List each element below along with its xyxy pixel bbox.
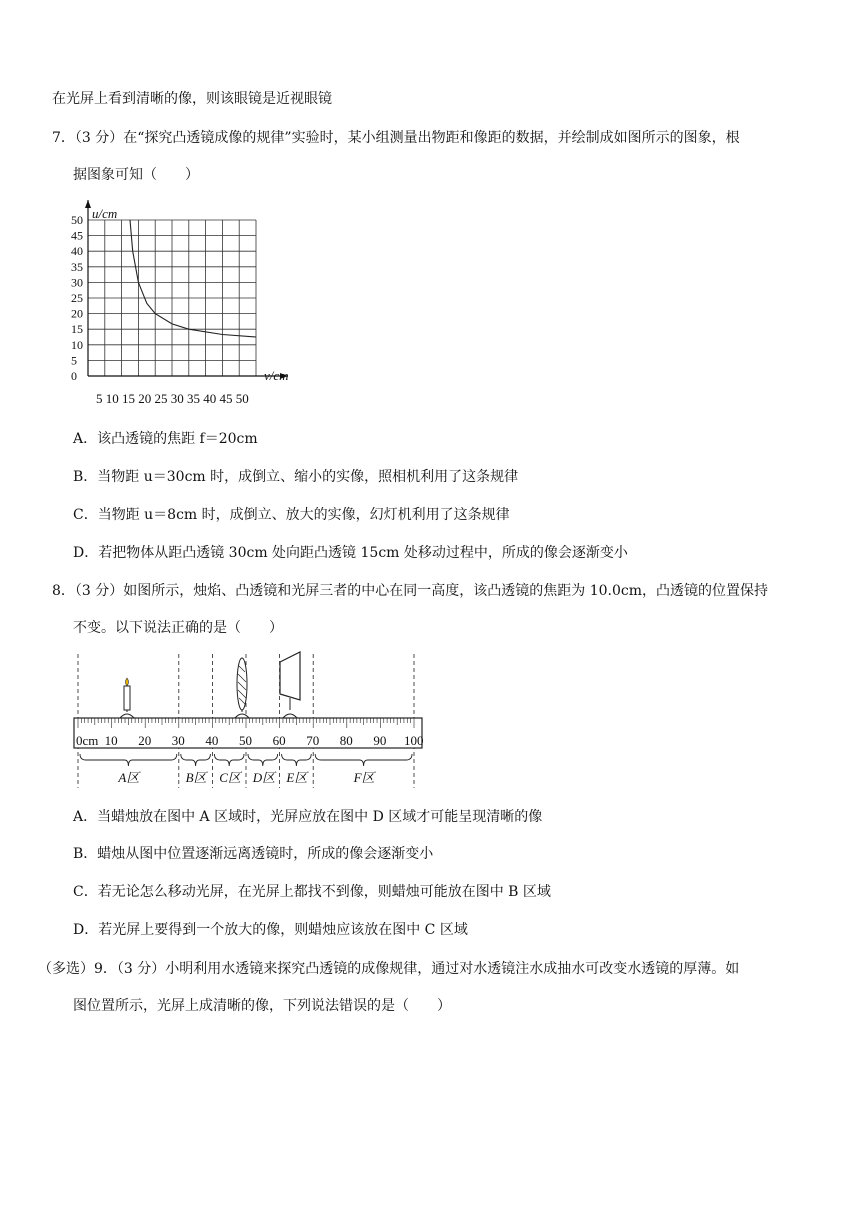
chart-grid bbox=[88, 220, 256, 376]
ruler-label: 100 bbox=[404, 733, 424, 748]
region-brace bbox=[80, 754, 177, 766]
optical-bench-figure bbox=[70, 650, 430, 790]
q8-option-a: A．当蜡烛放在图中 A 区域时，光屏应放在图中 D 区域才可能呈现清晰的像 bbox=[73, 809, 543, 825]
y-axis-arrow bbox=[85, 200, 91, 208]
region-brace bbox=[214, 754, 244, 766]
region-brace bbox=[181, 754, 211, 766]
q7-stem-line1: 7．（3 分）在“探究凸透镜成像的规律”实验时，某小组测量出物距和像距的数据，并绘制成如图所示的图象，根 bbox=[52, 130, 740, 146]
chart-axes bbox=[85, 200, 288, 379]
y-tick-labels bbox=[71, 213, 83, 383]
candle-icon bbox=[120, 678, 134, 718]
q9-stem-line1: （多选）9．（3 分）小明利用水透镜来探究凸透镜的成像规律，通过对水透镜注水成抽水可改变水透镜的厚薄。如 bbox=[38, 961, 740, 977]
y-tick-label: 45 bbox=[71, 228, 83, 243]
q8-stem-line1: 8．（3 分）如图所示，烛焰、凸透镜和光屏三者的中心在同一高度，该凸透镜的焦距为 10.0cm，凸透镜的位置保持 bbox=[52, 583, 769, 599]
region-label: D区 bbox=[252, 770, 276, 785]
ruler-label: 20 bbox=[138, 733, 152, 748]
q8-option-b: B．蜡烛从图中位置逐渐远离透镜时，所成的像会逐渐变小 bbox=[73, 846, 434, 862]
y-tick-label: 20 bbox=[71, 306, 83, 321]
light-screen-icon bbox=[280, 652, 300, 718]
region-brace bbox=[282, 754, 312, 766]
q7-option-d: D．若把物体从距凸透镜 30cm 处向距凸透镜 15cm 处移动过程中，所成的像会逐渐变小 bbox=[73, 545, 628, 561]
uv-chart bbox=[70, 198, 310, 408]
q7-stem-line2: 据图象可知（ ） bbox=[73, 167, 199, 183]
ruler-label: 90 bbox=[373, 733, 387, 748]
y-tick-label: 35 bbox=[71, 259, 83, 274]
q7-option-b: B．当物距 u＝30cm 时，成倒立、缩小的实像，照相机利用了这条规律 bbox=[73, 469, 519, 485]
region-brace bbox=[315, 754, 412, 766]
y-tick-label: 25 bbox=[71, 291, 83, 305]
y-tick-label: 15 bbox=[71, 322, 83, 337]
q8-stem-line2: 不变。以下说法正确的是（ ） bbox=[73, 620, 283, 636]
ruler-label: 70 bbox=[306, 733, 320, 748]
region-label: F区 bbox=[353, 770, 375, 785]
x-axis-label bbox=[264, 368, 289, 383]
ruler-label: 50 bbox=[239, 733, 252, 748]
ruler-label: 30 bbox=[171, 733, 185, 748]
y-tick-label: 5 bbox=[71, 353, 77, 368]
y-tick-label: 30 bbox=[71, 275, 83, 290]
y-tick-label: 50 bbox=[71, 213, 83, 227]
x-axis-label-text: v/cm bbox=[264, 368, 289, 383]
ruler-label: 60 bbox=[272, 733, 286, 748]
q7-option-c: C．当物距 u＝8cm 时，成倒立、放大的实像，幻灯机利用了这条规律 bbox=[73, 507, 510, 523]
y-tick-label: 0 bbox=[71, 369, 77, 383]
q7-option-a: A．该凸透镜的焦距 f＝20cm bbox=[73, 431, 258, 447]
convex-lens-icon bbox=[235, 658, 249, 718]
region-label: C区 bbox=[219, 770, 241, 785]
ruler-label: 40 bbox=[205, 733, 219, 748]
region-label: B区 bbox=[185, 770, 207, 785]
uv-curve bbox=[130, 220, 256, 337]
q8-option-d: D．若光屏上要得到一个放大的像，则蜡烛应该放在图中 C 区域 bbox=[73, 922, 468, 938]
continued-text: 在光屏上看到清晰的像，则该眼镜是近视眼镜 bbox=[52, 91, 332, 107]
y-tick-label: 10 bbox=[71, 337, 83, 352]
y-tick-label: 40 bbox=[71, 244, 83, 259]
ruler-label: 0cm bbox=[76, 733, 99, 748]
region-labels bbox=[117, 770, 376, 785]
ruler-label: 80 bbox=[339, 733, 353, 748]
x-tick-labels: 5 10 15 20 25 30 35 40 45 50 bbox=[96, 391, 249, 406]
ruler-label: 10 bbox=[104, 733, 118, 748]
region-label: A区 bbox=[118, 770, 140, 785]
region-brace bbox=[248, 754, 278, 766]
y-axis-label bbox=[92, 206, 117, 221]
q8-option-c: C．若无论怎么移动光屏，在光屏上都找不到像，则蜡烛可能放在图中 B 区域 bbox=[73, 884, 551, 900]
region-label: E区 bbox=[286, 770, 308, 785]
y-axis-label-text: u/cm bbox=[92, 206, 118, 221]
q9-stem-line2: 图位置所示，光屏上成清晰的像，下列说法错误的是（ ） bbox=[73, 998, 451, 1014]
